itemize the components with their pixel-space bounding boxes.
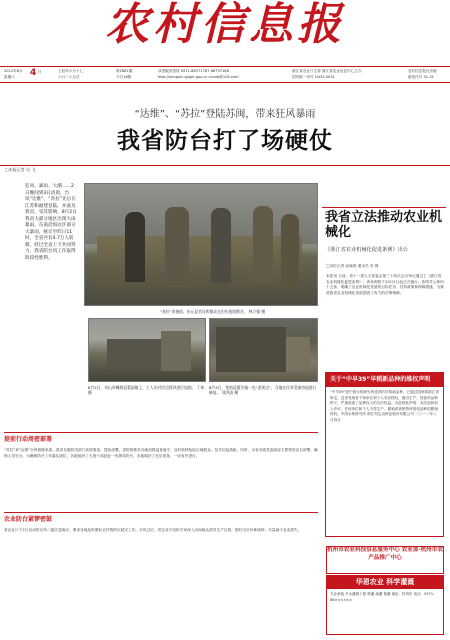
right-photo	[209, 318, 318, 382]
masthead-rule-bottom	[0, 82, 450, 83]
main-photo-caption: “苏拉”来袭前，庆元县官员和群众在田头抢收稻谷。 林立强 摄	[160, 309, 266, 314]
right-headline: 我省立法推动农业机械化	[325, 210, 443, 240]
right-subheadline: 《浙江省农业机械化促进条例》出台	[325, 247, 409, 253]
date-text: 2012年8月	[4, 69, 23, 73]
lunar-date-1: 壬辰年六月十七	[58, 69, 84, 73]
lunar-date-2: 六月二十五伏	[58, 75, 80, 79]
hotline: 读者服务热线 0571-86571787 86797188	[158, 69, 229, 73]
section-2-text: 省农业厅于2日启动防台风二级应急响应，要求各地及时做好农作物防灾减灾工作。台风过后，省农业厅组织专家深入田间地头指导生产自救，做好灾后补种改种，尽量减少农业损失。	[4, 528, 302, 532]
section-rule-2	[4, 512, 318, 513]
publisher: 浙江省农业厅主管 浙江省农业信息中心主办	[292, 69, 362, 73]
date	[4, 69, 23, 74]
ad-banner: 杭州市农业科技信息服务中心 农业部·杭州市农产品推广中心	[326, 546, 444, 574]
left-photo-caption: 8月2日，舟山市嵊泗县菜园镇上，工人们对岸边堤坝进行加固。 丁伟 摄	[88, 385, 205, 396]
section-1-text: “苏拉”和“达维”台风相继来袭，我省各级防汛部门高度重视，提前部署。省防指要求各地加强巡查值守，及时转移危险区域群众，及早拉起渔船。同时，全省各级党委政府主要领导亲自部署，确保人员安全。为确保防台工作落实到位，各地组织了大批干部赶赴一线指导防台，各地做好了充足准备，一切有序进行。	[4, 448, 318, 458]
day-unit: 日	[38, 70, 42, 74]
headline-rule	[0, 165, 450, 166]
section-2-title: 农业防台紧锣密鼓	[4, 516, 53, 523]
main-photo	[84, 183, 318, 306]
page-count: 今日16版	[116, 75, 132, 79]
day-number: 4	[30, 68, 37, 78]
masthead-rule	[0, 66, 450, 67]
right-byline: □本报记者 俞晓鸿 通讯员 李 静	[326, 264, 379, 268]
lead-paragraph: 狂风、暴雨、大潮……2日晚间到3日清晨，台风“达维”、“苏拉”先后在江苏和福建登陆，并波及我省。受其影响，8月2日我省大部分地区出现大雨暴雨，东南沿海达区部分大暴雨，统计至昨日11时，全省共有4.7万人转移，经过全省上下共同努力，我省防台风工作取得阶段性胜利。	[25, 184, 77, 261]
statement-title: 关于“中早39”早稻新品种的维权声明	[326, 373, 443, 387]
right-article-text: 本报讯 日前，省十一届人大常委会第三十四次会议审议通过了《浙江省农业机械化促进条例》，该条例将于10月1日起正式施行。条例共七章四十五条，明确了农业机械化发展的目标任务、扶持政策和保障措施，为推进我省农业机械化发展提供了有力的法律保障。	[326, 274, 444, 296]
right-column-rule	[322, 207, 446, 208]
page-headline: 我省防台打了场硬仗	[117, 128, 333, 154]
lead-byline: □本报记者 吴 飞	[5, 167, 36, 172]
headline-kicker: “达维”、“苏拉”登陆苏闽，带来狂风暴雨	[134, 109, 316, 120]
press-name: 农村信息报社出版	[408, 69, 437, 73]
website: http://nongxin.zjagri.gov.cn ncxxb@126.com	[158, 75, 239, 79]
ad-green-text: 专业承接 节水灌溉工程 喷灌 滴灌 微灌 地址：杭州市 电话：0571-86××××××	[330, 592, 435, 602]
weekday: 星期六	[4, 75, 15, 79]
ad-green	[326, 575, 444, 635]
statement-box	[325, 372, 444, 537]
cn-number: 国内统一刊号 CN33-0031	[292, 75, 335, 79]
statement-text: “中早39”是中国水稻研究所选育的早稻新品种，已通过国家和浙江省审定。近来发现有个别单位和个人未经授权，擅自生产、经营该品种种子，严重侵害了品种权人的合法权益。为此特此声明：未经品种权人许可，任何单位和个人不得生产、繁殖或者销售该授权品种的繁殖材料。中国水稻研究所 浙江勿忘农种业股份有限公司 二〇一二年八月四日	[330, 390, 439, 422]
section-rule-1	[4, 432, 318, 433]
section-1-title: 提前行动周密部署	[4, 436, 53, 443]
right-photo-caption: 8月3日，苍南县霞关镇一处“老街边”，当地农民对受损房屋进行修复。 刘洪清 摄	[209, 385, 317, 396]
ad-green-title: 华恩农业 科学灌溉	[327, 576, 443, 589]
post-code: 邮发代号 31-31	[408, 75, 434, 79]
issue-number: 第2681期	[116, 69, 133, 73]
newspaper-title: 农村信息报	[105, 0, 345, 50]
left-photo	[88, 318, 206, 382]
